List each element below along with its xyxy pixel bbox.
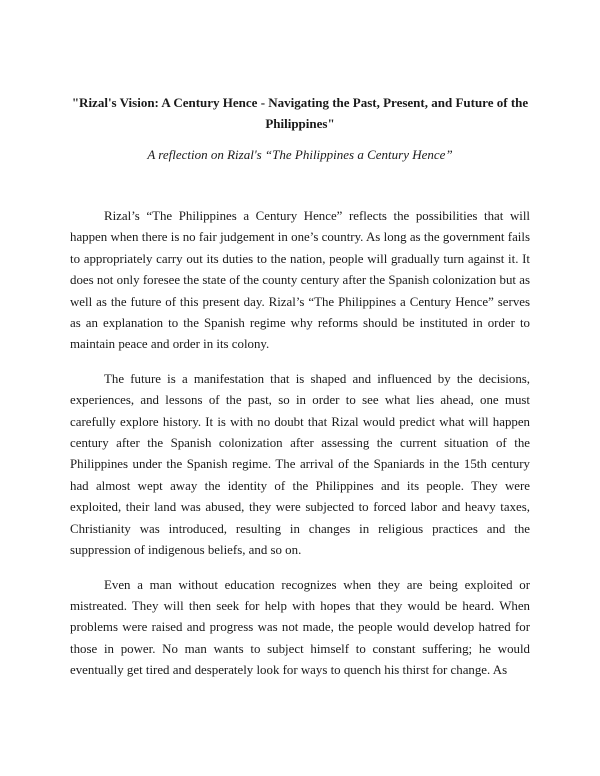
document-title: "Rizal's Vision: A Century Hence - Navigating the Past, Present, and Future of the Philippines" [71,95,529,131]
document-body [70,206,530,695]
paragraph-3: Even a man without education recognizes when they are being exploited or mistreated. They will then seek for help with hopes that they would be heard. When problems were raised and progress was not made, the people would develop hatred for those in power. No man wants to subject himself to constant suffering; he would eventually get tired and desperately look for ways to quench his thirst for change. As [70,577,530,678]
document-subtitle: A reflection on Rizal's “The Philippines a Century Hence” [147,147,453,162]
paragraph-1: Rizal’s “The Philippines a Century Hence” reflects the possibilities that will happen when there is no fair judgement in one’s country. As long as the government fails to appropriately carry out its duties to the nation, people will gradually turn against it. It does not only foresee the state of the county century after the Spanish colonization but as well as the future of this present day. Rizal’s “The Philippines a Century Hence” serves as an explanation to the Spanish regime why reforms should be instituted in order to maintain peace and order in its colony. [70,209,530,352]
paragraph-2: The future is a manifestation that is shaped and influenced by the decisions, experiences, and lessons of the past, so in order to see what lies ahead, one must carefully explore history. It is with no doubt that Rizal would predict what will happen century after the Spanish colonization after assessing the current situation of the Philippines under the Spanish regime. The arrival of the Spaniards in the 15th century had almost wept away the identity of the Philippines and its people. They were exploited, their land was abused, they were subjected to forced labor and heavy taxes, Christianity was introduced, resulting in changes in religious practices and the suppression of indigenous beliefs, and so on. [70,371,530,558]
